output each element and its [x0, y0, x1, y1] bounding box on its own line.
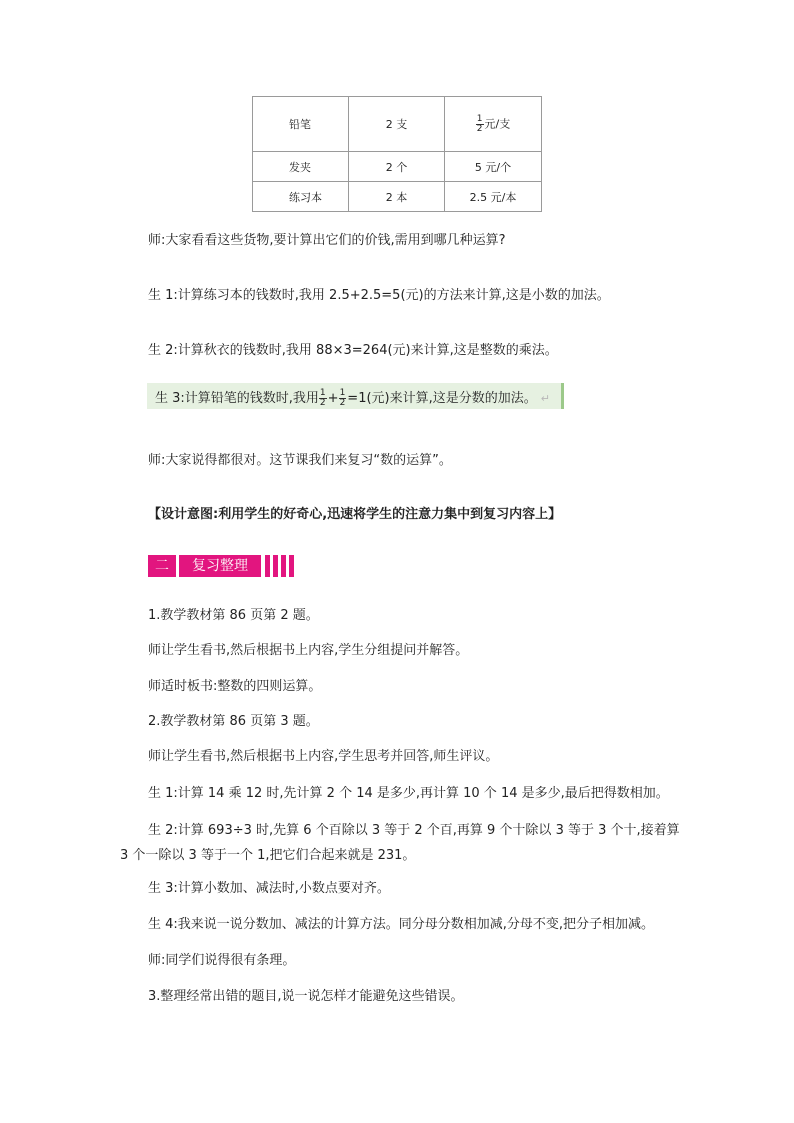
review-line: 师适时板书:整数的四则运算。 [148, 679, 322, 694]
decorative-stripe [265, 555, 270, 577]
section-header [148, 555, 295, 577]
review-line: 2.教学教材第 86 页第 3 题。 [148, 714, 319, 729]
highlighted-paragraph: 生 3:计算铅笔的钱数时,我用 $\frac{1}{2}$ + $\frac{1}{2}$ =1(元)来计算,这是分数的加法。 ↵ [147, 383, 564, 409]
review-line: 师让学生看书,然后根据书上内容,学生思考并回答,师生评议。 [148, 749, 499, 764]
review-line: 生 4:我来说一说分数加、减法的计算方法。同分母分数相加减,分母不变,把分子相加减。 [148, 917, 655, 932]
section-title: 复习整理 [179, 555, 261, 577]
fraction: $\frac{1}{2}$ [476, 113, 483, 134]
review-line: 1.教学教材第 86 页第 2 题。 [148, 608, 319, 623]
section-number: 二 [148, 555, 176, 577]
review-line: 生 2:计算 693÷3 时,先算 6 个百除以 3 等于 2 个百,再算 9 个十除以 3 等于 3 个十,接着算 [148, 823, 680, 838]
review-line: 生 3:计算小数加、减法时,小数点要对齐。 [148, 881, 390, 896]
design-intent-note: 【设计意图:利用学生的好奇心,迅速将学生的注意力集中到复习内容上】 [148, 507, 562, 522]
item-cell: 练习本 [253, 182, 349, 212]
review-line: 师让学生看书,然后根据书上内容,学生分组提问并解答。 [148, 643, 469, 658]
table-row [253, 182, 542, 212]
paragraph-mark-icon: ↵ [540, 392, 550, 405]
review-line: 3 个一除以 3 等于一个 1,把它们合起来就是 231。 [120, 848, 416, 863]
paragraph: 生 1:计算练习本的钱数时,我用 2.5+2.5=5(元)的方法来计算,这是小数的加法。 [148, 288, 610, 303]
decorative-stripe [273, 555, 278, 577]
paragraph: 生 2:计算秋衣的钱数时,我用 88×3=264(元)来计算,这是整数的乘法。 [148, 343, 558, 358]
fraction: $\frac{1}{2}$ [319, 388, 326, 408]
fraction: $\frac{1}{2}$ [339, 388, 346, 408]
qty-cell: 2 个 [349, 152, 445, 182]
qty-cell: 2 支 [349, 97, 445, 152]
paragraph: 师:大家说得都很对。这节课我们来复习“数的运算”。 [148, 453, 452, 468]
table-row [253, 152, 542, 182]
price-cell: $\frac{1}{2}$ 元/支 [445, 97, 542, 152]
decorative-stripe [289, 555, 294, 577]
item-cell: 发夹 [253, 152, 349, 182]
item-cell: 铅笔 [253, 97, 349, 152]
qty-cell: 2 本 [349, 182, 445, 212]
paragraph: 师:大家看看这些货物,要计算出它们的价钱,需用到哪几种运算? [148, 233, 506, 248]
review-line: 3.整理经常出错的题目,说一说怎样才能避免这些错误。 [148, 989, 464, 1004]
price-cell: 5 元/个 [445, 152, 542, 182]
goods-table [252, 96, 542, 212]
price-cell: 2.5 元/本 [445, 182, 542, 212]
decorative-stripe [281, 555, 286, 577]
review-line: 师:同学们说得很有条理。 [148, 953, 296, 968]
review-line: 生 1:计算 14 乘 12 时,先计算 2 个 14 是多少,再计算 10 个 14 是多少,最后把得数相加。 [148, 786, 669, 801]
table-row [253, 97, 542, 152]
